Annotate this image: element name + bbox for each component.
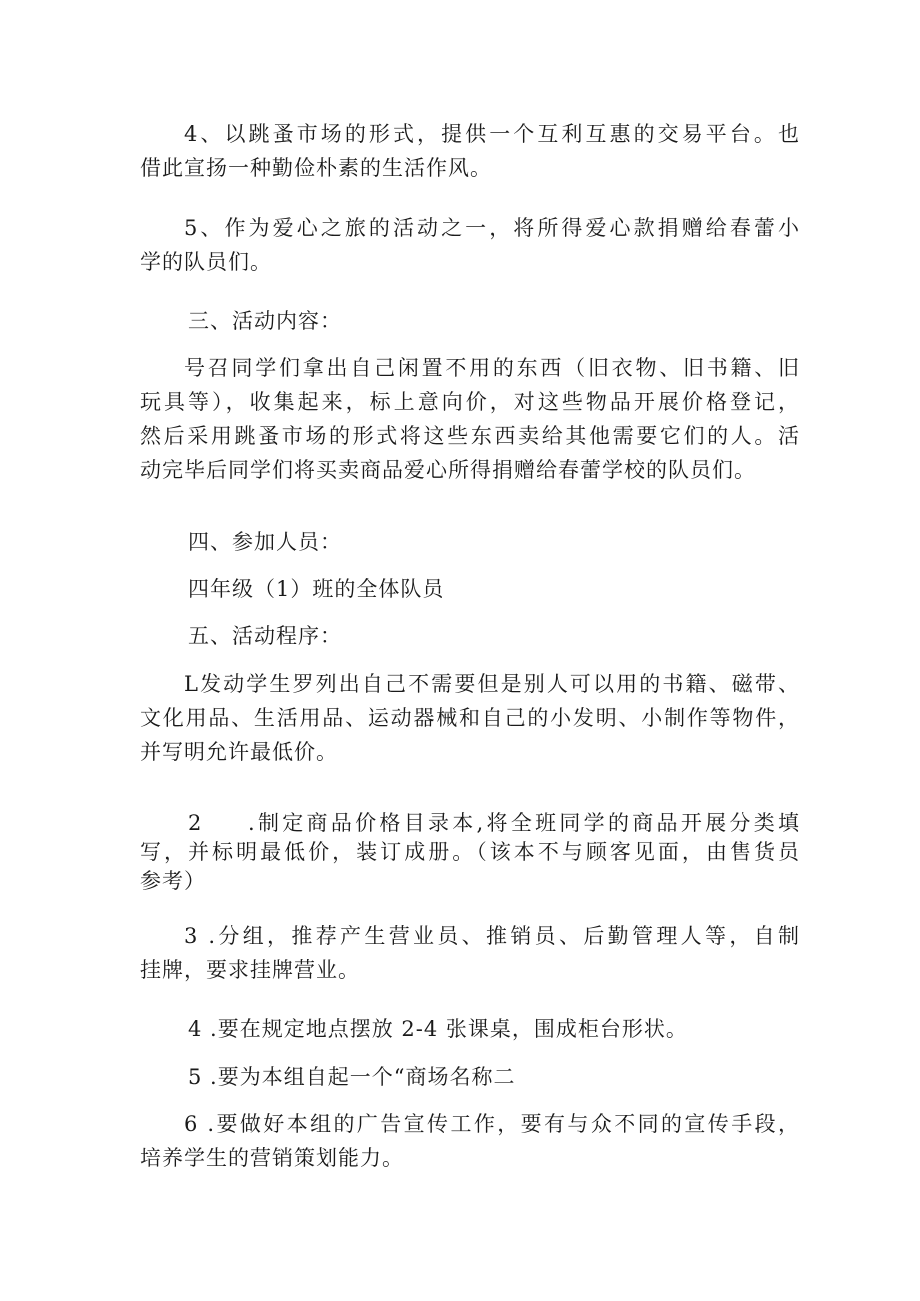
text-line: 挂牌，要求挂牌营业。	[140, 958, 360, 982]
step-number: 2	[188, 811, 203, 835]
procedure-step-2	[140, 809, 800, 896]
text-line: 学的队员们。	[140, 250, 272, 274]
paragraph-item-5	[140, 211, 800, 279]
procedure-step-5: 5 .要为本组自起一个“商场名称二	[188, 1065, 516, 1089]
text-line: 玩具等），收集起来，标上意向价，对这些物品开展价格登记，	[140, 390, 800, 414]
section-heading-content: 三、活动内容：	[188, 309, 342, 333]
text-line: 写，并标明最低价，装订成册。（该本不与顾客见面，由售货员	[140, 840, 800, 864]
participants-text: 四年级（1）班的全体队员	[188, 577, 445, 601]
procedure-step-1	[140, 667, 800, 769]
section-heading-procedure: 五、活动程序：	[188, 624, 342, 648]
text-line: 文化用品、生活用品、运动器械和自己的小发明、小制作等物件，	[140, 706, 800, 730]
paragraph-activity-content	[140, 351, 800, 487]
text-line: 并写明允许最低价。	[140, 740, 338, 764]
text-line: 借此宣扬一种勤俭朴素的生活作风。	[140, 156, 492, 180]
text-line: 6 .要做好本组的广告宣传工作，要有与众不同的宣传手段，	[184, 1112, 800, 1136]
section-heading-participants: 四、参加人员：	[188, 530, 342, 554]
text-line: L发动学生罗列出自己不需要但是别人可以用的书籍、磁带、	[184, 672, 800, 696]
text-line: 3 .分组，推荐产生营业员、推销员、后勤管理人等，自制	[184, 924, 800, 948]
procedure-step-3	[140, 919, 800, 987]
text-line: 动完毕后同学们将买卖商品爱心所得捐赠给春蕾学校的队员们。	[140, 458, 756, 482]
text-line: 4、以跳蚤市场的形式，提供一个互利互惠的交易平台。也	[184, 122, 800, 146]
text-line: 参考）	[140, 869, 206, 893]
text-line: 培养学生的营销策划能力。	[140, 1146, 404, 1170]
procedure-step-6	[140, 1107, 800, 1175]
text-line	[140, 809, 800, 838]
text-line: 然后采用跳蚤市场的形式将这些东西卖给其他需要它们的人。活	[140, 424, 800, 448]
paragraph-item-4	[140, 117, 800, 185]
procedure-step-4: 4 .要在规定地点摆放 2-4 张课桌，围成柜台形状。	[188, 1017, 688, 1041]
text-line: 号召同学们拿出自己闲置不用的东西（旧衣物、旧书籍、旧	[184, 356, 800, 380]
text-line: 5、作为爱心之旅的活动之一，将所得爱心款捐赠给春蕾小	[184, 216, 800, 240]
step-text: .制定商品价格目录本,将全班同学的商品开展分类填	[248, 811, 800, 835]
